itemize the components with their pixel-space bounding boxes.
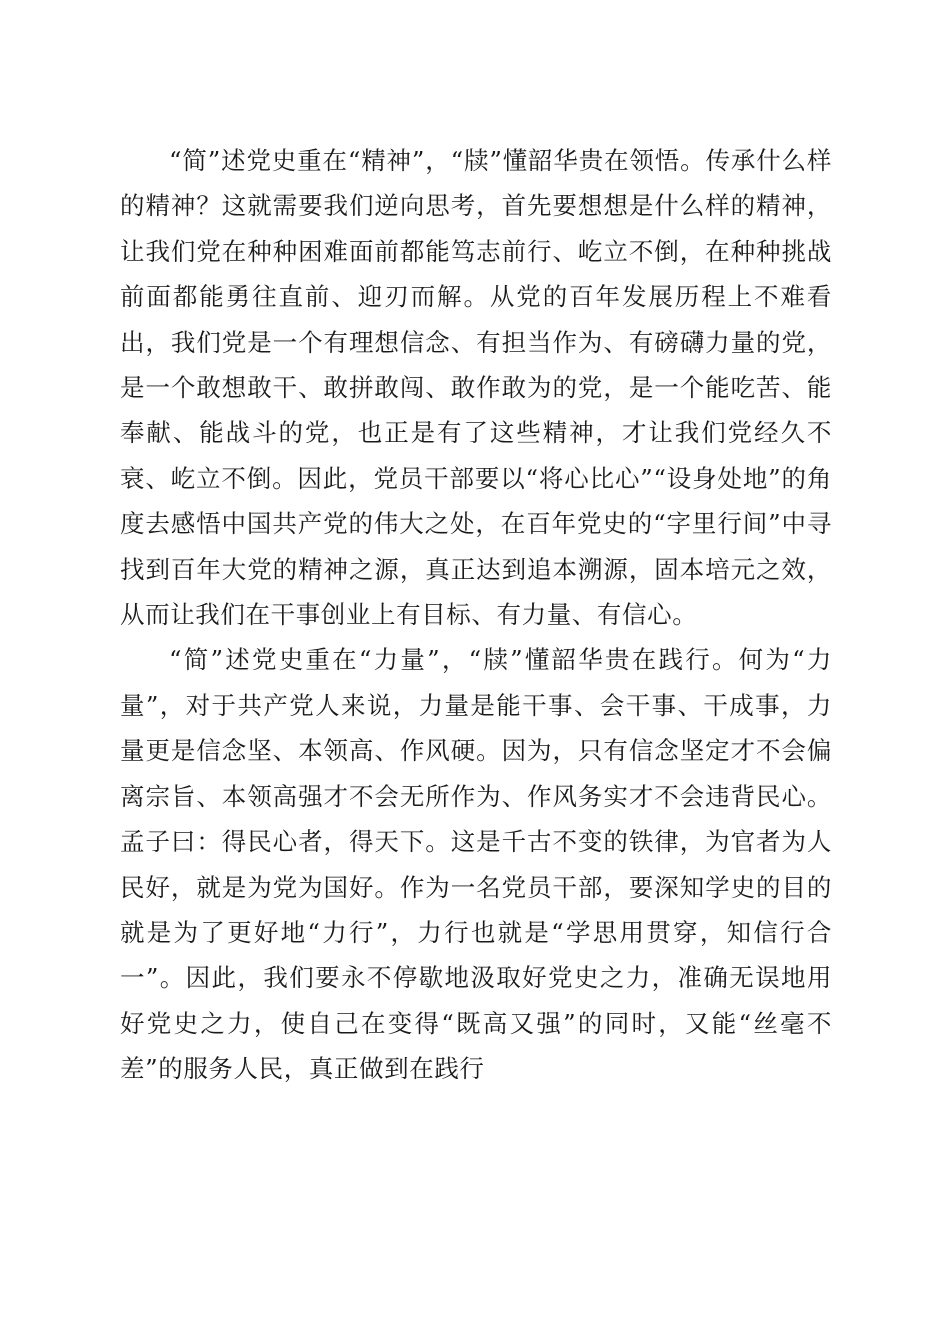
paragraph-strength: “简”述党史重在“力量”，“牍”懂韶华贵在践行。何为“力量”，对于共产党人来说，力量是能干事、会干事、干成事，力量更是信念坚、本领高、作风硬。因为，只有信念坚定才不会偏离宗旨、本领高强才不会无所作为、作风务实才不会违背民心。孟子曰：得民心者，得天下。这是千古不变的铁律，为官者为人民好，就是为党为国好。作为一名党员干部，要深知学史的目的就是为了更好地“力行”，力行也就是“学思用贯穿，知信行合一”。因此，我们要永不停歇地汲取好党史之力，准确无误地用好党史之力，使自己在变得“既高又强”的同时，又能“丝毫不差”的服务人民，真正做到在践行 [120,645,832,1084]
body-text [120,138,832,1092]
paragraph-spirit: “简”述党史重在“精神”，“牍”懂韶华贵在领悟。传承什么样的精神？这就需要我们逆向思考，首先要想想是什么样的精神，让我们党在种种困难面前都能笃志前行、屹立不倒，在种种挑战前面都能勇往直前、迎刃而解。从党的百年发展历程上不难看出，我们党是一个有理想信念、有担当作为、有磅礴力量的党，是一个敢想敢干、敢拼敢闯、敢作敢为的党，是一个能吃苦、能奉献、能战斗的党，也正是有了这些精神，才让我们党经久不衰、屹立不倒。因此，党员干部要以“将心比心”“设身处地”的角度去感悟中国共产党的伟大之处，在百年党史的“字里行间”中寻找到百年大党的精神之源，真正达到追本溯源，固本培元之效，从而让我们在干事创业上有目标、有力量、有信心。 [120,146,832,630]
